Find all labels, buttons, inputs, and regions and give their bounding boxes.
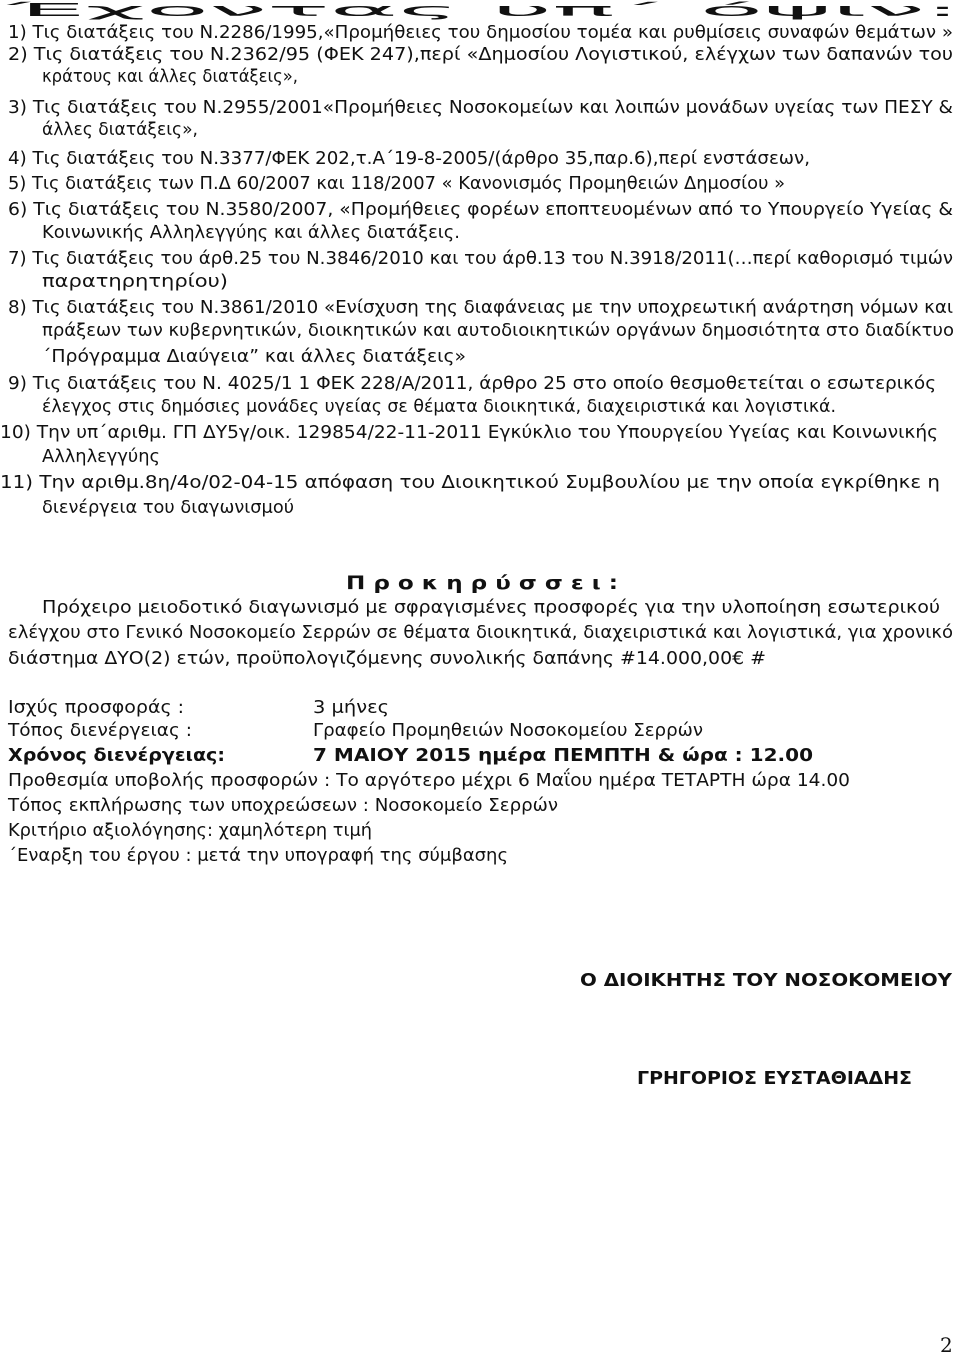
intro-line: Έχοντας υπ΄ όψιν: [8, 1, 960, 21]
list-item-continuation: ΄Πρόγραμμα Διαύγεια” και άλλες διατάξεις» [42, 347, 466, 367]
signer-title: Ο ΔΙΟΙΚΗΤΗΣ ΤΟΥ ΝΟΣΟΚΟΜΕΙΟΥ [580, 971, 953, 991]
body-paragraph-line: Πρόχειρο μειοδοτικό διαγωνισμό με σφραγισμένες προσφορές για την υλοποίηση εσωτερικού [42, 598, 940, 618]
list-item: 8) Τις διατάξεις του Ν.3861/2010 «Ενίσχυση της διαφάνειας με την υποχρεωτική ανάρτηση νόμων και [8, 298, 954, 318]
list-item-continuation: Κοινωνικής Αλληλεγγύης και άλλες διατάξεις. [42, 223, 460, 243]
list-item-continuation: άλλες διατάξεις», [42, 120, 198, 140]
body-paragraph-line: ελέγχου στο Γενικό Νοσοκομείο Σερρών σε θέματα διοικητικά, διαχειριστικά και λογιστικά, για χρονικό [8, 623, 953, 643]
list-item: 9) Τις διατάξεις του Ν. 4025/1 1 ΦΕΚ 228/Α/2011, άρθρο 25 στο οποίο θεσμοθετείται ο εσωτερικός [8, 374, 937, 394]
validity-value: 3 μήνες [313, 698, 389, 718]
place-label: Τόπος διενέργειας : [8, 721, 192, 741]
criterion-line: Κριτήριο αξιολόγησης: χαμηλότερη τιμή [8, 821, 373, 841]
list-item-continuation: Αλληλεγγύης [42, 447, 160, 467]
time-value: 7 ΜΑΙΟΥ 2015 ημέρα ΠΕΜΠΤΗ & ώρα : 12.00 [313, 746, 814, 766]
place-row [8, 720, 948, 742]
time-label: Χρόνος διενέργειας: [8, 746, 226, 766]
list-item: 10) Την υπ΄αριθμ. ΓΠ ΔΥ5γ/οικ. 129854/22-11-2011 Εγκύκλιο του Υπουργείου Υγείας και Κοινωνικής [0, 423, 939, 443]
body-paragraph-line: διάστημα ΔΥΟ(2) ετών, προϋπολογιζόμενης συνολικής δαπάνης #14.000,00€ # [8, 649, 767, 669]
list-item-continuation: παρατηρητηρίου) [42, 272, 229, 292]
list-item: 7) Τις διατάξεις του άρθ.25 του Ν.3846/2010 και του άρθ.13 του Ν.3918/2011(…περί καθορισμό τιμών [8, 249, 954, 269]
list-item-continuation: πράξεων των κυβερνητικών, διοικητικών και αυτοδιοικητικών οργάνων δημοσιότητα στο διαδίκτυο [42, 321, 954, 341]
page-number: 2 [940, 1333, 953, 1357]
validity-row [8, 697, 948, 719]
list-item-continuation: έλεγχος στις δημόσιες μονάδες υγείας σε θέματα διοικητικά, διαχειριστικά και λογιστικά. [42, 397, 837, 417]
start-line: ΄Εναρξη του έργου : μετά την υπογραφή της σύμβασης [8, 846, 508, 866]
fulfilment-line: Τόπος εκπλήρωσης των υποχρεώσεων : Νοσοκομείο Σερρών [8, 796, 558, 816]
list-item-continuation: διενέργεια του διαγωνισμού [42, 498, 295, 518]
time-row [8, 745, 948, 767]
proclamation-heading: Π ρ ο κ η ρ ύ σ σ ε ι : [346, 572, 618, 594]
list-item: 1) Τις διατάξεις του Ν.2286/1995,«Προμήθειες του δημοσίου τομέα και ρυθμίσεις συναφών θεμάτων » [8, 23, 953, 43]
place-value: Γραφείο Προμηθειών Νοσοκομείου Σερρών [313, 721, 703, 741]
list-item-continuation: κράτους και άλλες διατάξεις», [42, 67, 299, 87]
list-item: 2) Τις διατάξεις του Ν.2362/95 (ΦΕΚ 247),περί «Δημοσίου Λογιστικού, ελέγχων των δαπανών του [8, 45, 954, 65]
list-item: 3) Τις διατάξεις του Ν.2955/2001«Προμήθειες Νοσοκομείων και λοιπών μονάδων υγείας των ΠΕΣΥ & [8, 98, 953, 118]
list-item: 11) Την αριθμ.8η/4ο/02-04-15 απόφαση του Διοικητικού Συμβουλίου με την οποία εγκρίθηκε η [0, 473, 940, 493]
signer-name: ΓΡΗΓΟΡΙΟΣ ΕΥΣΤΑΘΙΑΔΗΣ [637, 1069, 912, 1089]
list-item: 5) Τις διατάξεις των Π.Δ 60/2007 και 118/2007 « Κανονισμός Προμηθειών Δημοσίου » [8, 174, 786, 194]
list-item: 4) Τις διατάξεις του Ν.3377/ΦΕΚ 202,τ.Α΄19-8-2005/(άρθρο 35,παρ.6),περί ενστάσεων, [8, 149, 811, 169]
deadline-line: Προθεσμία υποβολής προσφορών : Το αργότερο μέχρι 6 Μαΐου ημέρα ΤΕΤΑΡΤΗ ώρα 14.00 [8, 771, 851, 791]
validity-label: Ισχύς προσφοράς : [8, 698, 184, 718]
list-item: 6) Τις διατάξεις του Ν.3580/2007, «Προμήθειες φορέων εποπτευομένων από το Υπουργείο Υγείας & [8, 200, 954, 220]
